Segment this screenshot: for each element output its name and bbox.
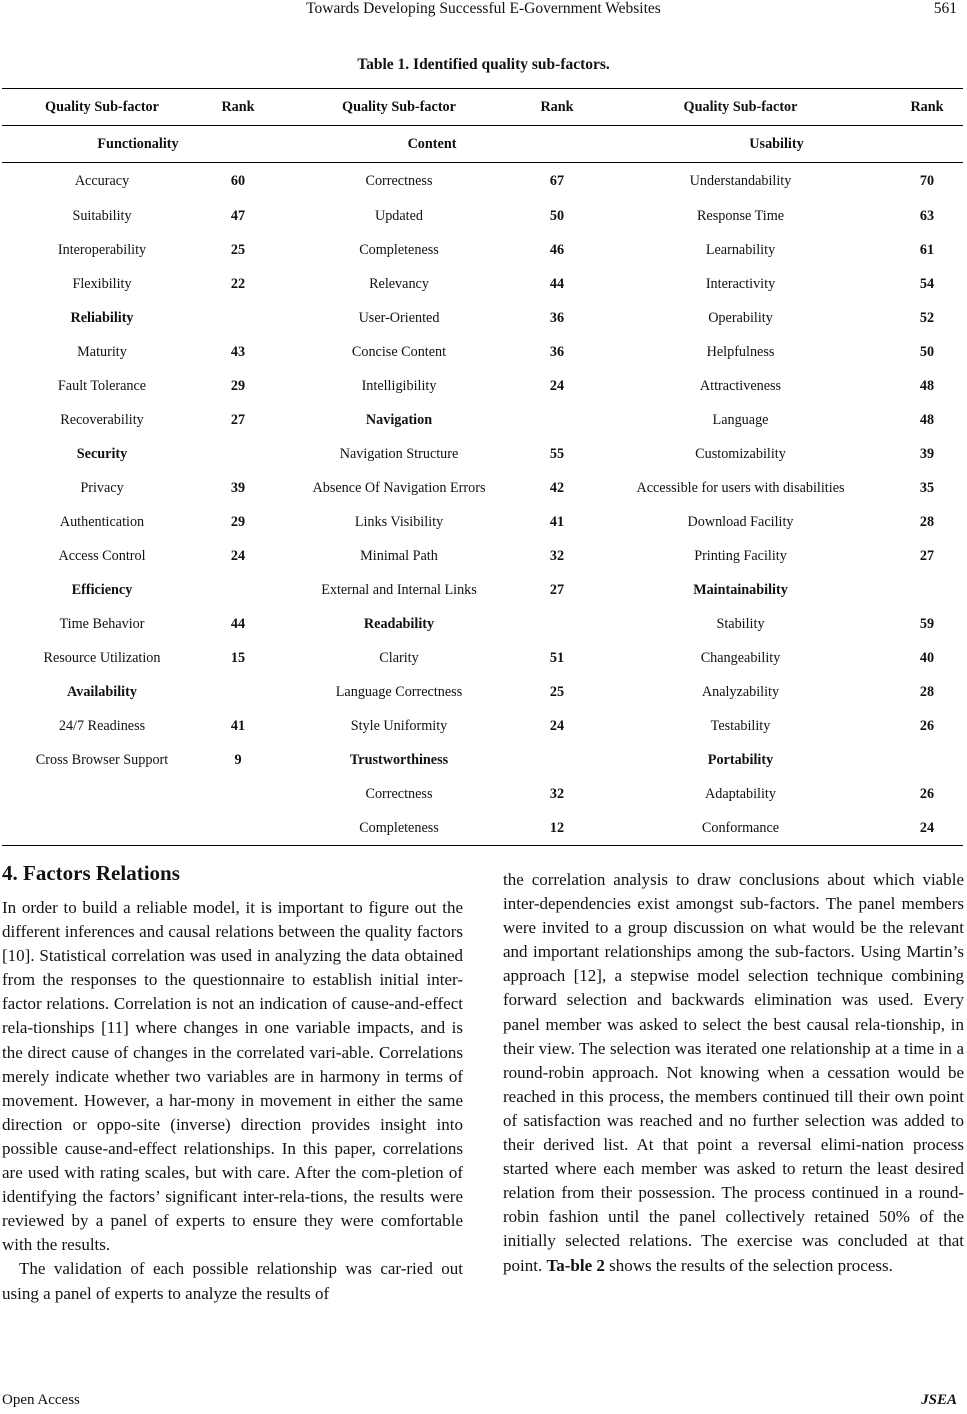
subfactor-cell: Operability: [708, 309, 773, 326]
group-usability: Usability: [749, 135, 804, 152]
subfactor-cell: Links Visibility: [354, 513, 444, 530]
subfactor-cell: Trustworthiness: [349, 751, 449, 768]
table-row: [2, 743, 963, 777]
subfactor-cell: Fault Tolerance: [57, 377, 147, 394]
subfactor-cell: Intelligibility: [361, 377, 437, 394]
subfactor-cell: Flexibility: [72, 275, 132, 292]
rank-cell: 55: [549, 445, 565, 462]
section-heading: 4. Factors Relations: [2, 861, 180, 885]
rank-cell: 43: [230, 343, 246, 360]
rank-cell: 63: [919, 207, 935, 224]
subfactor-cell: Navigation Structure: [339, 445, 459, 462]
subfactor-cell: Adaptability: [705, 785, 776, 802]
subfactor-cell: Resource Utilization: [43, 649, 161, 666]
table-2-reference: Ta-ble 2: [546, 1255, 605, 1275]
rank-cell: 61: [919, 241, 935, 258]
rank-cell: 48: [919, 377, 935, 394]
paragraph-2: The validation of each possible relationship was car-ried out using a panel of experts to analyze the results of: [2, 1259, 463, 1303]
paragraph-3-tail: shows the results of the selection process.: [604, 1255, 893, 1275]
rank-cell: 67: [549, 172, 565, 189]
rank-cell: 44: [230, 615, 246, 632]
rank-cell: 39: [919, 445, 935, 462]
table-row: [2, 163, 963, 199]
subfactor-cell: Completeness: [359, 241, 439, 258]
rank-cell: 32: [549, 547, 565, 564]
group-content: Content: [407, 135, 457, 152]
rank-cell: 39: [230, 479, 246, 496]
rank-cell: 27: [230, 411, 246, 428]
rank-cell: 42: [549, 479, 565, 496]
table-row: [2, 539, 963, 573]
subfactor-cell: Language: [712, 411, 769, 428]
table-row: [2, 777, 963, 811]
group-functionality: Functionality: [97, 135, 179, 152]
subfactor-cell: Clarity: [379, 649, 419, 666]
table-row: [2, 607, 963, 641]
quality-subfactor-table: [2, 88, 963, 846]
rank-cell: 50: [549, 207, 565, 224]
running-head-title: Towards Developing Successful E-Government Websites: [306, 0, 661, 17]
subfactor-cell: Navigation: [365, 411, 433, 428]
subfactor-cell: Accuracy: [74, 172, 130, 189]
table-row: [2, 709, 963, 743]
subfactor-cell: Security: [76, 445, 128, 462]
rank-cell: 54: [919, 275, 935, 292]
subfactor-cell: Maintainability: [693, 581, 788, 598]
header-rank-1: Rank: [221, 98, 255, 115]
subfactor-cell: Reliability: [70, 309, 134, 326]
subfactor-cell: Analyzability: [701, 683, 780, 700]
footer-open-access: Open Access: [2, 1392, 80, 1408]
table-caption: Table 1. Identified quality sub-factors.: [357, 56, 610, 73]
rank-cell: 28: [919, 513, 935, 530]
table-row: [2, 335, 963, 369]
subfactor-cell: Recoverability: [60, 411, 144, 428]
rank-cell: 26: [919, 717, 935, 734]
subfactor-cell: Conformance: [701, 819, 780, 836]
rank-cell: 50: [919, 343, 935, 360]
rank-cell: 28: [919, 683, 935, 700]
rank-cell: 26: [919, 785, 935, 802]
subfactor-cell: Interactivity: [705, 275, 776, 292]
subfactor-cell: Maturity: [77, 343, 127, 360]
rank-cell: 44: [549, 275, 565, 292]
paragraph-3-main: the correlation analysis to draw conclusions about which viable inter-dependencies exist amongst sub-factors. The panel members were invited to a group discussion on what would be the relevant and important relationships among the sub-factors. Using Martin’s approach [12], a stepwise model selection technique combining forward selection and backwards elimination was used. Every panel member was asked to select the best causal rela-tionship, in their view. The selection was iterated one relationship at a time in a round-robin approach. Not knowing when a cessation would be reached in this process, the members continued till their own point of satisfaction was reached and no further selection was added to their derived list. At that point a reversal elimi-nation process started where each member was asked to return the least desired relation from their possession. The process continued in a round-robin fashion until the panel collectively retained 50% of the initially selected relations. The exercise was concluded at that point.: [503, 870, 964, 1275]
running-head: [0, 0, 967, 24]
subfactor-cell: Privacy: [80, 479, 124, 496]
table-row: [2, 675, 963, 709]
subfactor-cell: Language Correctness: [335, 683, 463, 700]
rank-cell: 70: [919, 172, 935, 189]
subfactor-cell: Learnability: [705, 241, 776, 258]
table-row: [2, 199, 963, 233]
rank-cell: 25: [549, 683, 565, 700]
subfactor-cell: Concise Content: [351, 343, 447, 360]
table-row: [2, 403, 963, 437]
subfactor-cell: Correctness: [365, 172, 433, 189]
subfactor-cell: Understandability: [689, 172, 792, 189]
subfactor-cell: Time Behavior: [59, 615, 145, 632]
rank-cell: 52: [919, 309, 935, 326]
subfactor-cell: External and Internal Links: [321, 581, 477, 598]
table-row: [2, 471, 963, 505]
subfactor-cell: Minimal Path: [360, 547, 438, 564]
header-rank-3: Rank: [910, 98, 944, 115]
rank-cell: 51: [549, 649, 565, 666]
subfactor-cell: Efficiency: [71, 581, 133, 598]
subfactor-cell: Relevancy: [369, 275, 429, 292]
rank-cell: 48: [919, 411, 935, 428]
subfactor-cell: Completeness: [359, 819, 439, 836]
rank-cell: 36: [549, 309, 565, 326]
table-row: [2, 233, 963, 267]
rank-cell: 22: [230, 275, 246, 292]
subfactor-cell: Changeability: [700, 649, 781, 666]
subfactor-cell: Readability: [363, 615, 435, 632]
table-row: [2, 811, 963, 845]
table-row: [2, 369, 963, 403]
rank-cell: 27: [549, 581, 565, 598]
subfactor-cell: Access Control: [58, 547, 146, 564]
subfactor-cell: Suitability: [72, 207, 132, 224]
paragraph-3: [503, 868, 964, 1278]
table-bottom-rule: [2, 845, 963, 846]
subfactor-cell: Download Facility: [687, 513, 794, 530]
rank-cell: 24: [230, 547, 246, 564]
subfactor-cell: Cross Browser Support: [35, 751, 169, 768]
right-column: [503, 868, 964, 1278]
subfactor-cell: Testability: [710, 717, 771, 734]
subfactor-cell: Style Uniformity: [350, 717, 448, 734]
footer-journal: JSEA: [921, 1392, 957, 1408]
table-row: [2, 301, 963, 335]
rank-cell: 41: [549, 513, 565, 530]
subfactor-cell: Response Time: [696, 207, 785, 224]
rank-cell: 47: [230, 207, 246, 224]
subfactor-cell: Absence Of Navigation Errors: [312, 479, 486, 496]
rank-cell: 46: [549, 241, 565, 258]
header-subfactor-2: Quality Sub-factor: [342, 98, 456, 115]
rank-cell: 27: [919, 547, 935, 564]
subfactor-cell: Helpfulness: [706, 343, 775, 360]
header-subfactor-3: Quality Sub-factor: [683, 98, 798, 115]
rank-cell: 29: [230, 513, 246, 530]
rank-cell: 24: [549, 717, 565, 734]
subfactor-cell: Availability: [67, 683, 137, 700]
rank-cell: 60: [230, 172, 246, 189]
table-body: [2, 163, 963, 845]
left-column: [2, 860, 463, 1306]
rank-cell: 9: [234, 751, 242, 768]
subfactor-cell: Interoperability: [57, 241, 147, 258]
table-header-row: [2, 89, 963, 125]
rank-cell: 36: [549, 343, 565, 360]
rank-cell: 15: [230, 649, 246, 666]
subfactor-cell: Customizability: [695, 445, 786, 462]
rank-cell: 32: [549, 785, 565, 802]
subfactor-cell: Authentication: [59, 513, 145, 530]
table-row: [2, 505, 963, 539]
subfactor-cell: Portability: [707, 751, 774, 768]
rank-cell: 24: [549, 377, 565, 394]
subfactor-cell: Printing Facility: [694, 547, 787, 564]
table-row: [2, 641, 963, 675]
subfactor-cell: Attractiveness: [699, 377, 782, 394]
rank-cell: 41: [230, 717, 246, 734]
subfactor-cell: Stability: [716, 615, 765, 632]
rank-cell: 59: [919, 615, 935, 632]
subfactor-cell: User-Oriented: [358, 309, 440, 326]
rank-cell: 35: [919, 479, 935, 496]
table-row: [2, 267, 963, 301]
subfactor-cell: Updated: [374, 207, 424, 224]
header-subfactor-1: Quality Sub-factor: [45, 98, 159, 115]
rank-cell: 25: [230, 241, 246, 258]
subfactor-cell: 24/7 Readiness: [58, 717, 146, 734]
table-row: [2, 437, 963, 471]
rank-cell: 40: [919, 649, 935, 666]
table-row: [2, 573, 963, 607]
paragraph-1: In order to build a reliable model, it is important to figure out the different inferences and causal relations between the quality factors [10]. Statistical correlation was used in analyzing the data obtained from the responses to the questionnaire to establish initial inter-factor relations. Correlation is not an indication of cause-and-effect rela-tionships [11] where changes in one variable impacts, and is the direct cause of changes in the correlated vari-able. Correlations merely indicate whether two variables are in harmony in terms of movement. However, a har-mony in movement in either the same direction or oppo-site (inverse) direction provides insight into possible cause-and-effect relationships. In this paper, correlations are used with rating scales, but with care. After the com-pletion of identifying the factors’ significant inter-rela-tions, the results were reviewed by a panel of experts to ensure they were comfortable with the results.: [2, 898, 463, 1255]
header-rank-2: Rank: [540, 98, 574, 115]
page-number: 561: [933, 0, 957, 17]
subfactor-cell: Correctness: [365, 785, 433, 802]
table-group-row: [2, 126, 963, 162]
rank-cell: 12: [549, 819, 565, 836]
subfactor-cell: Accessible for users with disabilities: [636, 479, 845, 496]
rank-cell: 24: [919, 819, 935, 836]
rank-cell: 29: [230, 377, 246, 394]
